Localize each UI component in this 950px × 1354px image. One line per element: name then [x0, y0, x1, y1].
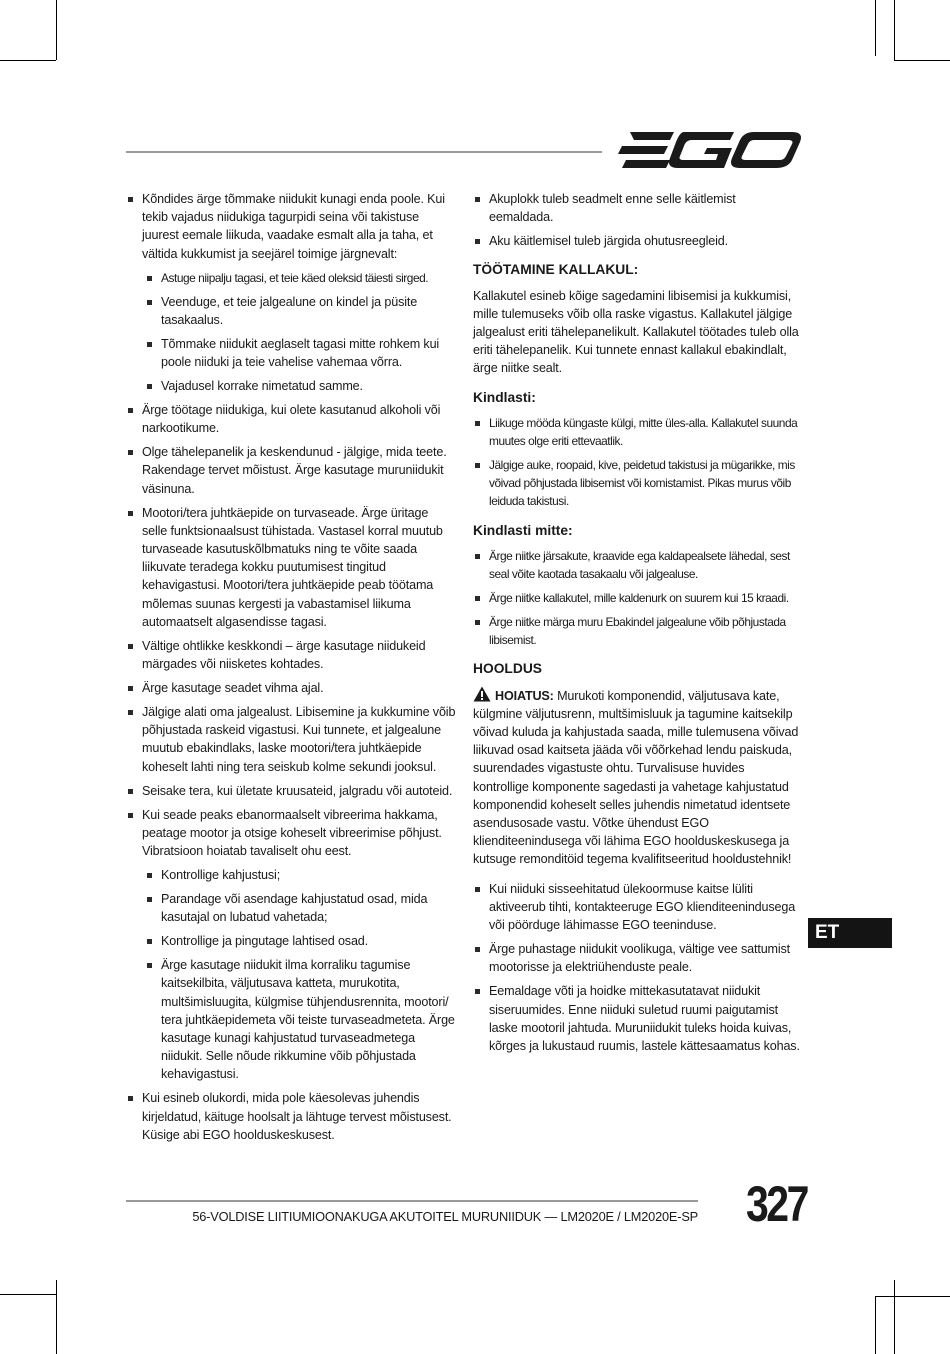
list-item: Kui esineb olukordi, mida pole käesolevas juhendis kirjeldatud, käituge hoolsalt ja lähtuge tervest mõistusest. Küsige abi EGO hoolduskeskusest.	[126, 1089, 456, 1144]
sub-list-item: Tõmmake niidukit aeglaselt tagasi mitte rohkem kui poole niiduki ja teie vahelise vahemaa võrra.	[126, 335, 456, 371]
list-item: Liikuge mööda küngaste külgi, mitte üles-alla. Kallakutel suunda muutes olge eriti ettevaatlik.	[473, 414, 803, 450]
list-item: Seisake tera, kui ületate kruusateid, jalgradu või autoteid.	[126, 782, 456, 800]
crop-mark	[56, 1280, 57, 1354]
list-item: Ärge puhastage niidukit voolikuga, vältige vee sattumist mootorisse ja elektriühenduste peale.	[473, 940, 803, 976]
section-heading-dont: Kindlasti mitte:	[473, 522, 573, 538]
crop-mark	[56, 0, 57, 60]
crop-mark	[0, 60, 56, 61]
sub-list-item: Ärge kasutage niidukit ilma korraliku tagumise kaitsekilbita, väljutusava katteta, murukotita, multšimisluugita, külgmise tühjendusrennita, mootori/ tera juhtkäepidemeta või teiste turvaseadmeteta. Ärge kasutage kunagi kahjustatud turvaseadmetega niidukit. Selle nõude rikkumine võib põhjustada kehavigastusi.	[126, 956, 456, 1083]
crop-mark	[894, 1280, 895, 1354]
crop-mark	[0, 1294, 56, 1295]
list-item: Ärge niitke järsakute, kraavide ega kaldapealsete lähedal, sest seal võite kaotada tasakaalu või jalgealuse.	[473, 547, 803, 583]
list-item: Vältige ohtlikke keskkondi – ärge kasutage niidukeid märgades või niisketes kohtades.	[126, 637, 456, 673]
sub-list-item: Kontrollige kahjustusi;	[126, 866, 456, 884]
sub-list-item: Parandage või asendage kahjustatud osad, mida kasutajal on lubatud vahetada;	[126, 890, 456, 926]
crop-mark	[894, 60, 950, 61]
list-item: Kui niiduki sisseehitatud ülekoormuse kaitse lüliti aktiveerub tihti, kontakteeruge EGO klienditeenindusega või pöörduge lähimasse EGO teeninduse.	[473, 880, 803, 935]
section-heading-slope: TÖÖTAMINE KALLAKUL:	[473, 262, 639, 278]
section-heading-do: Kindlasti:	[473, 389, 536, 405]
left-column	[126, 190, 456, 1150]
language-tab: ET	[808, 918, 892, 948]
crop-mark	[875, 1296, 950, 1297]
list-item: Ärge töötage niidukiga, kui olete kasutanud alkoholi või narkootikume.	[126, 401, 456, 437]
header-rule	[126, 151, 602, 153]
list-item: Ärge niitke kallakutel, mille kaldenurk on suurem kui 15 kraadi.	[473, 589, 803, 607]
sub-list-item: Veenduge, et teie jalgealune on kindel ja püsite tasakaalus.	[126, 293, 456, 329]
list-item: Kui seade peaks ebanormaalselt vibreerima hakkama, peatage mootor ja otsige koheselt vibreerimise põhjust. Vibratsioon hoiatab tavaliselt ohu eest.	[126, 806, 456, 861]
list-item: Aku käitlemisel tuleb järgida ohutusreegleid.	[473, 232, 803, 250]
list-item: Jälgige alati oma jalgealust. Libisemine ja kukkumine võib põhjustada raskeid vigastusi. Kui tunnete, et jalgealune muutub ebakindlaks, laske mootori/tera juhtkäepide koheselt lahti ning tera seiskub kolme sekundi jooksul.	[126, 703, 456, 776]
crop-mark	[875, 1296, 876, 1354]
footer-title: 56-VOLDISE LIITIUMIOONAKUGA AKUTOITEL MURUNIIDUK — LM2020E / LM2020E-SP	[192, 1209, 698, 1224]
warning-text: Murukoti komponendid, väljutusava kate, külgmine väljutusrenn, multšimisluuk ja tagumine kaitsekilp võivad kuluda ja kahjustada saada, mille tulemusena võivad liikuvad osad kaitseta jääda või võõrkehad lendu paiskuda, suurendades vigastuste ohtu. Turvalisuse huvides kontrollige komponente sagedasti ja vahetage kahjustatud komponendid koheselt selles juhendis nimetatud identsete asendusosade vastu. Võtke ühendust EGO klienditeenindusega või lähima EGO hoolduskeskusega ja kutsuge remonditöid tegema kvalifitseeritud hooldustehnik!	[473, 688, 799, 867]
list-item: Eemaldage võti ja hoidke mittekasutatavat niidukit siseruumides. Enne niiduki suletud ruumi paigutamist laske mootoril jahtuda. Muruniidukit tuleks hoida kuivas, kõrges ja lukustaud ruumis, lastele kättesaamatus kohas.	[473, 982, 803, 1055]
crop-mark	[875, 0, 876, 56]
list-item: Olge tähelepanelik ja keskendunud - jälgige, mida teete. Rakendage tervet mõistust. Ärge kasutage muruniidukit väsinuna.	[126, 443, 456, 498]
sub-list-item: Astuge niipalju tagasi, et teie käed oleksid täiesti sirged.	[126, 269, 456, 287]
slope-paragraph: Kallakutel esineb kõige sagedamini libisemisi ja kukkumisi, mille tulemuseks võib olla raske vigastus. Kallakutel jälgige jalgealust eriti tähelepanelikult. Kallakutel töötades tuleb olla eriti tähelepanelik. Kui tunnete ennast kallakul ebakindlalt, ärge niitke sealt.	[473, 288, 799, 376]
right-column	[473, 190, 803, 1061]
sub-list-item: Vajadusel korrake nimetatud samme.	[126, 377, 456, 395]
section-heading-maintenance: HOOLDUS	[473, 661, 542, 677]
warning-label: HOIATUS:	[495, 688, 554, 703]
ego-logo	[616, 128, 802, 172]
sub-list-item: Kontrollige ja pingutage lahtised osad.	[126, 932, 456, 950]
warning-triangle-icon	[473, 686, 491, 702]
list-item: Ärge niitke märga muru Ebakindel jalgealune võib põhjustada libisemist.	[473, 613, 803, 649]
footer-rule	[126, 1200, 698, 1202]
list-item: Ärge kasutage seadet vihma ajal.	[126, 679, 456, 697]
list-item: Akuplokk tuleb seadmelt enne selle käitlemist eemaldada.	[473, 190, 803, 226]
list-item: Jälgige auke, roopaid, kive, peidetud takistusi ja mügarikke, mis võivad põhjustada libisemist või komistamist. Pikas murus võib leiduda takistusi.	[473, 456, 803, 511]
warning-block	[473, 686, 803, 869]
page-number: 327	[745, 1176, 807, 1232]
list-item: Kõndides ärge tõmmake niidukit kunagi enda poole. Kui tekib vajadus niidukiga tagurpidi seina või takistuse juurest eemale liikuda, vaadake esmalt alla ja taha, et vältida kukkumist ja seejärel toimige järgnevalt:	[126, 190, 456, 263]
list-item: Mootori/tera juhtkäepide on turvaseade. Ärge üritage selle funktsionaalsust tühistada. Vastasel korral muutub turvaseade kasutuskõlbmatuks ning te võite saada liikuvate teradega kokku puutumisest tingitud kehavigastusi. Mootori/tera juhtkäepide peab töötama mõlemas suunas kergesti ja vabastamisel liikuma automaatselt algasendisse tagasi.	[126, 504, 456, 631]
crop-mark	[894, 0, 895, 60]
